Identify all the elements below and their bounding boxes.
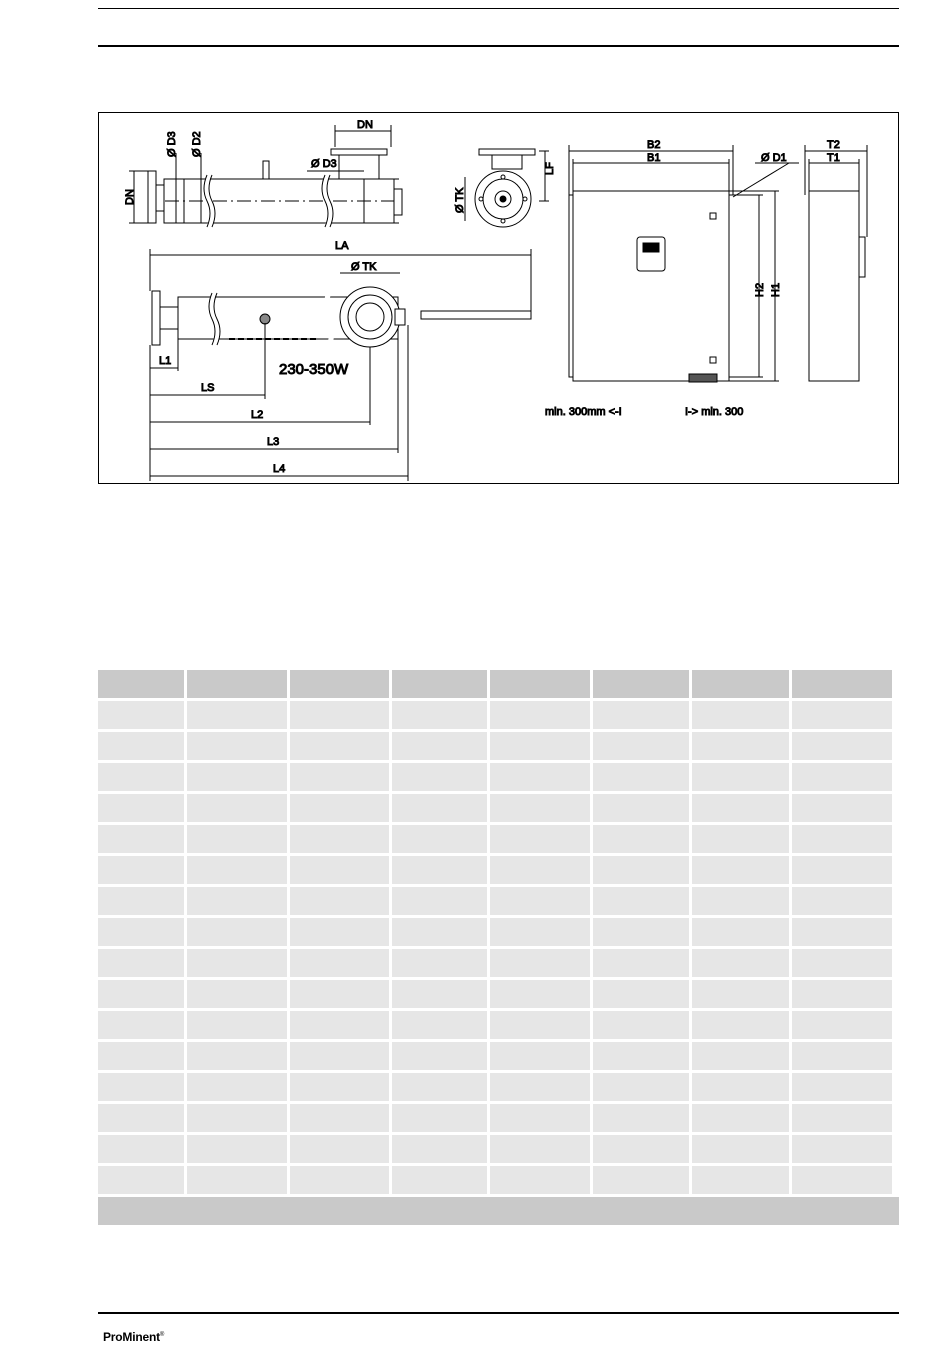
table-header-cell (98, 670, 184, 698)
table-cell (593, 763, 689, 791)
table-cell (187, 918, 287, 946)
table-cell (187, 856, 287, 884)
reactor-end-view (465, 149, 549, 227)
table-cell (290, 732, 389, 760)
table-cell (98, 980, 184, 1008)
table-cell (593, 732, 689, 760)
table-cell (792, 1104, 892, 1132)
label-lf: LF (544, 162, 556, 175)
table-cell (593, 825, 689, 853)
table-cell (792, 1011, 892, 1039)
table-cell (392, 856, 487, 884)
table-cell (290, 1166, 389, 1194)
table-cell (593, 949, 689, 977)
table-cell (593, 1104, 689, 1132)
table-row (98, 1073, 899, 1104)
table-header-cell (290, 670, 389, 698)
label-d3-vertical: Ø D3 (166, 131, 178, 157)
table-cell (392, 1104, 487, 1132)
table-cell (593, 1042, 689, 1070)
table-cell (792, 887, 892, 915)
table-cell (98, 1135, 184, 1163)
table-cell (692, 825, 789, 853)
table-cell (692, 980, 789, 1008)
table-header-cell (692, 670, 789, 698)
label-h1: H1 (770, 282, 782, 297)
table-cell (792, 918, 892, 946)
table-cell (187, 825, 287, 853)
table-cell (98, 794, 184, 822)
logo-registered-mark: ® (159, 1332, 165, 1338)
table-cell (392, 887, 487, 915)
label-la: LA (335, 240, 349, 252)
table-cell (392, 980, 487, 1008)
table-cell (593, 794, 689, 822)
table-cell (392, 732, 487, 760)
table-row (98, 1166, 899, 1197)
table-cell (290, 918, 389, 946)
table-cell (692, 949, 789, 977)
table-cell (98, 918, 184, 946)
table-row (98, 918, 899, 949)
table-cell (792, 701, 892, 729)
table-cell (187, 794, 287, 822)
table-cell (290, 1104, 389, 1132)
table-row (98, 763, 899, 794)
table-cell (692, 1135, 789, 1163)
table-header-cell (392, 670, 487, 698)
table-cell (290, 1073, 389, 1101)
table-cell (593, 856, 689, 884)
label-h2: H2 (754, 282, 766, 297)
table-cell (392, 918, 487, 946)
table-cell (290, 980, 389, 1008)
table-cell (490, 856, 590, 884)
table-cell (98, 1073, 184, 1101)
table-cell (290, 763, 389, 791)
table-header-cell (593, 670, 689, 698)
table-cell (792, 980, 892, 1008)
table-cell (490, 1166, 590, 1194)
table-cell (792, 1135, 892, 1163)
table-cell (187, 1135, 287, 1163)
table-cell (290, 1042, 389, 1070)
table-cell (692, 887, 789, 915)
table-cell (187, 763, 287, 791)
table-header-row (98, 670, 899, 701)
label-b1: B1 (647, 152, 661, 164)
table-cell (392, 949, 487, 977)
table-cell (490, 794, 590, 822)
table-cell (290, 887, 389, 915)
table-row (98, 1011, 899, 1042)
table-cell (593, 1135, 689, 1163)
table-cell (792, 1073, 892, 1101)
table-row (98, 1042, 899, 1073)
table-cell (490, 1135, 590, 1163)
table-cell (392, 1011, 487, 1039)
table-cell (792, 856, 892, 884)
table-cell (792, 763, 892, 791)
header-rule (98, 45, 899, 47)
table-cell (692, 1166, 789, 1194)
table-cell (392, 1166, 487, 1194)
table-cell (98, 949, 184, 977)
table-cell (792, 732, 892, 760)
table-cell (593, 918, 689, 946)
table-cell (98, 1104, 184, 1132)
dimension-drawing (98, 112, 899, 484)
label-l4: L4 (273, 463, 286, 475)
label-dn-top: DN (357, 119, 373, 131)
table-row (98, 701, 899, 732)
table-cell (187, 1073, 287, 1101)
table-cell (290, 1135, 389, 1163)
label-d3-horizontal: Ø D3 (311, 158, 337, 170)
table-row (98, 980, 899, 1011)
table-cell (692, 918, 789, 946)
logo-text: ProMinent (103, 1330, 160, 1344)
label-l1: L1 (159, 355, 172, 367)
label-l2: L2 (251, 409, 264, 421)
table-cell (792, 1166, 892, 1194)
table-cell (490, 1042, 590, 1070)
table-cell (187, 732, 287, 760)
footer-rule (98, 1312, 899, 1314)
table-cell (290, 1011, 389, 1039)
table-cell (692, 732, 789, 760)
label-tk-horizontal: Ø TK (351, 261, 377, 273)
table-cell (98, 1011, 184, 1039)
table-cell (490, 1104, 590, 1132)
table-cell (98, 825, 184, 853)
table-row (98, 732, 899, 763)
table-cell (392, 1135, 487, 1163)
table-cell (187, 1042, 287, 1070)
table-cell (187, 949, 287, 977)
table-cell (490, 732, 590, 760)
table-row (98, 1104, 899, 1135)
table-cell (392, 763, 487, 791)
table-cell (692, 763, 789, 791)
table-cell (187, 887, 287, 915)
table-header-cell (490, 670, 590, 698)
table-cell (692, 1011, 789, 1039)
table-cell (187, 980, 287, 1008)
table-cell (290, 949, 389, 977)
table-cell (593, 980, 689, 1008)
label-l3: L3 (267, 436, 280, 448)
label-t2: T2 (827, 139, 840, 151)
table-cell (792, 1042, 892, 1070)
table-cell (490, 1073, 590, 1101)
table-cell (792, 825, 892, 853)
table-cell (187, 1104, 287, 1132)
cabinet-side-view (805, 145, 867, 381)
table-row (98, 825, 899, 856)
table-cell (490, 701, 590, 729)
table-cell (692, 856, 789, 884)
table-cell (692, 701, 789, 729)
table-cell (392, 825, 487, 853)
table-footer-row (98, 1197, 899, 1225)
table-cell (593, 1011, 689, 1039)
top-rule (98, 8, 899, 9)
table-cell (490, 763, 590, 791)
table-cell (290, 825, 389, 853)
table-cell (490, 825, 590, 853)
label-min-left: min. 300mm <-I (545, 406, 622, 418)
label-tk-vertical: Ø TK (454, 187, 466, 213)
table-cell (98, 887, 184, 915)
table-cell (490, 980, 590, 1008)
table-row (98, 794, 899, 825)
table-cell (392, 794, 487, 822)
table-cell (392, 701, 487, 729)
table-cell (392, 1073, 487, 1101)
table-cell (593, 701, 689, 729)
table-cell (490, 1011, 590, 1039)
table-cell (187, 1011, 287, 1039)
brand-logo (103, 1330, 164, 1344)
table-cell (290, 794, 389, 822)
label-dn-left: DN (124, 189, 136, 205)
table-cell (98, 1166, 184, 1194)
table-cell (692, 1073, 789, 1101)
table-cell (98, 732, 184, 760)
table-cell (792, 794, 892, 822)
table-cell (593, 1073, 689, 1101)
table-row (98, 856, 899, 887)
table-header-cell (187, 670, 287, 698)
table-body (98, 701, 899, 1197)
table-cell (692, 1104, 789, 1132)
table-cell (187, 701, 287, 729)
table-row (98, 1135, 899, 1166)
table-cell (692, 794, 789, 822)
label-b2: B2 (647, 139, 661, 151)
dimension-table (98, 670, 899, 1225)
table-cell (593, 1166, 689, 1194)
table-cell (290, 701, 389, 729)
label-power: 230-350W (279, 361, 349, 378)
label-d2-vertical: Ø D2 (191, 131, 203, 157)
table-cell (692, 1042, 789, 1070)
label-ls: LS (201, 382, 215, 394)
label-min-right: I-> min. 300 (685, 406, 744, 418)
table-cell (490, 918, 590, 946)
table-cell (392, 1042, 487, 1070)
table-cell (98, 856, 184, 884)
table-cell (490, 887, 590, 915)
table-cell (792, 949, 892, 977)
table-cell (98, 763, 184, 791)
table-row (98, 887, 899, 918)
table-cell (290, 856, 389, 884)
table-header-cell (792, 670, 892, 698)
table-cell (187, 1166, 287, 1194)
label-t1: T1 (827, 152, 840, 164)
table-cell (490, 949, 590, 977)
table-cell (98, 1042, 184, 1070)
label-d1: Ø D1 (761, 152, 787, 164)
table-row (98, 949, 899, 980)
table-cell (593, 887, 689, 915)
cabinet-front-view (569, 145, 799, 382)
table-cell (98, 701, 184, 729)
